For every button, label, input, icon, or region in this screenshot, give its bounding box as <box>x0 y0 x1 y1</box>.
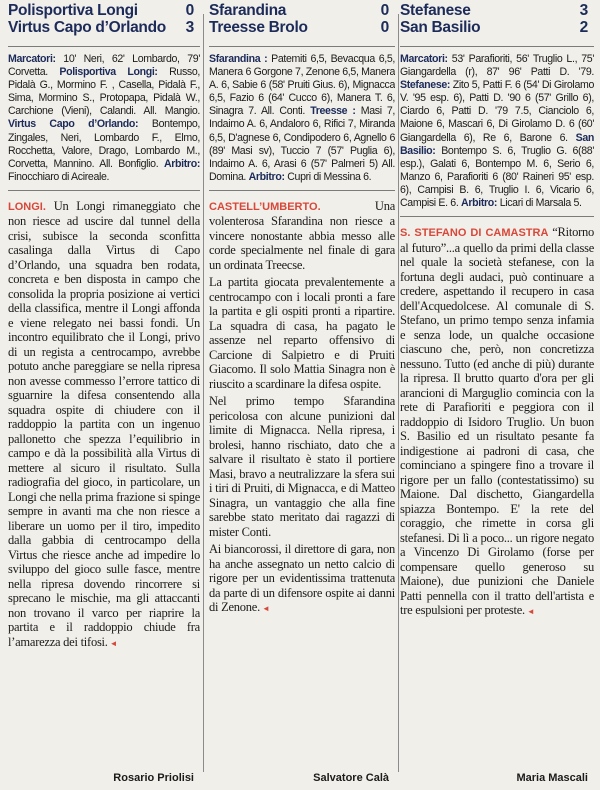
paragraph-2: La partita giocata prevalentemente a centrocampo con i locali pronti a fare la partita e gli ospiti pronti a ripartire. La squadra di casa, ha pagato le assenze nel reparto offensivo di Carcione di Salpietro e di Pruiti Giacomo. Il solo Mattia Sinagra non è riuscito a scardinare la difesa ospite. <box>209 275 395 391</box>
marcatori-label: Marcatori: <box>8 53 56 65</box>
match-article-longi <box>8 0 200 790</box>
article-body <box>400 225 594 620</box>
away-lineup: Masi 7, Indaimo A. 6, Andaloro 6, Rifici 7, Miranda 6,5, D'agnese 6, Condipodero 6, Agnello 6 (89' Masi sv), Tuccio 7 (57' Puglia 6), Indaimo A. 6, Arasi 6 (57' Palmeri 5) All. Domina. <box>209 105 395 183</box>
end-mark-icon: ◄ <box>261 604 270 614</box>
scoreboard <box>400 0 594 46</box>
marcatori-text: 53' Parafioriti, 56' Truglio L., 75' Giangardella (r), 87' 96' Patti D. '79. <box>400 53 594 79</box>
score-row-home <box>209 2 395 19</box>
home-score: 3 <box>579 2 588 19</box>
away-lineup-label: Virtus Capo d’Orlando: <box>8 118 139 131</box>
match-facts <box>400 46 594 210</box>
author: Maria Mascali <box>516 772 588 784</box>
scoreboard <box>8 0 200 46</box>
scoreboard <box>209 0 395 46</box>
arbitro-label: Arbitro: <box>461 197 498 210</box>
end-mark-icon: ◄ <box>109 638 118 648</box>
column-divider-1 <box>203 14 204 772</box>
marcatori-text: 10' Neri, 62' Lombardo, 79' Corvetta. <box>8 53 200 79</box>
end-mark-icon: ◄ <box>526 607 535 617</box>
away-score: 0 <box>380 19 389 36</box>
section-divider <box>209 190 395 191</box>
away-team: Treesse Brolo <box>209 19 308 36</box>
section-divider <box>400 216 594 217</box>
home-team: Stefanese <box>400 2 471 19</box>
marcatori-label: Marcatori: <box>400 53 448 65</box>
away-score: 3 <box>185 19 194 36</box>
article-body <box>209 199 395 617</box>
away-lineup-label: Treesse : <box>310 105 356 118</box>
author: Salvatore Calà <box>313 772 389 784</box>
arbitro-text: Licari di Marsala 5. <box>499 197 582 210</box>
away-lineup: Bontempo S. 6, Truglio G. 6(88' esp.), Galati 6, Bontempo M. 6, Serio 6, Manzo 6, Parafioriti 6 (80' Raineri 95' esp. 6), Campisi B. 6, Truglio I. 6, Vicario 6, Campisi E. 6. <box>400 144 594 210</box>
arbitro-text: Cupri di Messina 6. <box>287 170 372 183</box>
home-score: 0 <box>380 2 389 19</box>
match-article-sfarandina <box>209 0 395 790</box>
home-lineup: Patemiti 6,5, Bevacqua 6,5, Manera 6 Gorgone 7, Zenone 6,5, Manera A. 6, Sabie 6 (58' Pruiti Gius. 6), Mignacca 6,5, Fazio 6 (64' Cucco 6), Manera T. 6, Sinagra 7. All. Conti. <box>209 53 395 118</box>
score-row-home <box>8 2 200 19</box>
match-facts <box>8 46 200 184</box>
dateline: CASTELL’UMBERTO. <box>209 200 321 213</box>
home-lineup-label: Polisportiva Longi: <box>59 66 158 79</box>
dateline: S. STEFANO DI CAMASTRA <box>400 227 549 240</box>
home-lineup: Zito 5, Patti F. 6 (54' Di Girolamo V. '95 esp. 6), Patti D. '90 6 (57' Grillo 6), Ciardo 6, Patti D. '79 7.5, Cianciolo 6, Maione 6, Mascari 6, Di Girolamo D. 6 (60' Giangardella 6), Re 6, Barone 6. <box>400 79 594 144</box>
score-row-away <box>400 19 594 36</box>
article-text: “Ritorno al futuro”...a quello da primi della classe nel quale la società stefanese, con la fortuna degli audaci, può continuare a credere, aspettando il recupero in casa dell'Acquedolcese. Al comunale di S. Stefano, un primo tempo senza infamia e senza lode, un qualche occasione ciascuno che, però, non concretizza nessuno. Tutto (ed anche di più) durante la ripresa. Il brutto quarto d'ora per gli arancioni di Marguglio comincia con la rete di Parafioriti e peggiora con il raddoppio di Isidoro Truglio. Un buon S. Basilio ed un risultato pesante fa indigestione ai padroni di casa, che cominciano a spingere fino a trovare il rigore per un fallo (contestatissimo) su Maione. Dal dischetto, Giangardella spiazza Bontempo. E' la rete del coraggio, che rimette in corsa gli stefanesi. Di lì a poco... un rigore negato a Vincenzo Di Girolamo (forse per compensare quello generoso su Maione), due punizioni che Daniele Patti pennella con il tratto dell'artista e tre espulsioni per proteste. <box>400 225 594 618</box>
home-team: Polisportiva Longi <box>8 2 138 19</box>
section-divider <box>8 190 200 191</box>
score-row-away <box>8 19 200 36</box>
score-row-away <box>209 19 395 36</box>
away-team: San Basilio <box>400 19 481 36</box>
match-article-stefanese <box>400 0 594 790</box>
arbitro-text: Finocchiaro di Acireale. <box>8 170 110 183</box>
away-lineup: Bontempo, Zingales, Neri, Lombardo F., Elmo, Rocchetta, Valore, Drago, Lombardo M., Corvetta, Mannino. All. Bonfiglio. <box>8 118 200 170</box>
arbitro-label: Arbitro: <box>248 170 285 183</box>
article-text: Un Longi rimaneggiato che non riesce ad uscire dal tunnel della crisi, subisce la seconda sconfitta casalinga dalla Virtus di Capo d’Orlando, una squadra ben rodata, concreta e ben disposta in campo che consolida la propria posizione ai vertici della classifica, mentre il Longi affonda e viene relegato nei bassi fondi. Un incontro equilibrato che il Longi, privo di un regista a centrocampo, avrebbe potuto anche pareggiare se nella ripresa non avesse commesso l’errore tattico di sguarnire la difesa consentendo alla squadra ospite di chiudere con il raddoppio la partita con un ingenuo pallonetto che spezza l’equilibrio in campo e dà la possibilità alla Virtus di mettere al sicuro il risultato. Sulla radiografia del gioco, in particolare, un Longi che nella prima frazione si spinge sempre in avanti ma che non riesce a liberare un uomo per il tiro, impedito dalla gabbia di centrocampo della Virtus che riesce anche ad impedire lo sviluppo del gioco sulle fasce, mentre nella ripresa dovendo rincorrere si sprecano le mischie, ma gli attaccanti non trovano il varco per riaprire la partita e il raddoppio chiude fra l’amarezza dei tifosi. <box>8 198 200 649</box>
home-lineup-label: Sfarandina : <box>209 53 268 65</box>
home-lineup-label: Stefanese: <box>400 79 451 92</box>
home-lineup: Russo, Pidalà G., Mormino F. , Casella, Pidalà F., Sima, Mormino S., Protopapa, Pidalà W., Carchione (Vieni), Calandi. All. Mangio. <box>8 66 200 118</box>
match-facts <box>209 46 395 184</box>
home-team: Sfarandina <box>209 2 287 19</box>
away-team: Virtus Capo d’Orlando <box>8 19 166 36</box>
away-score: 2 <box>579 19 588 36</box>
author: Rosario Priolisi <box>113 772 194 784</box>
dateline: LONGI. <box>8 200 46 213</box>
paragraph-3: Nel primo tempo Sfarandina pericolosa con alcune punizioni dal limite di Mignacca. Nella ripresa, i brolesi, hanno rischiato, dato che a salvare il risultato è stato il portiere Masi, bravo a neutralizzare la sfera sui i tiri di Pruiti, di Mignacca, e di Matteo Sinagra, un vantaggio che alla fine sarebbe stato meritato dai ragazzi di mister Conti. <box>209 394 395 539</box>
away-lineup-label: San Basilio: <box>400 131 594 157</box>
paragraph-1: Una volenterosa Sfarandina non riesce a vincere nonostante abbia messo alle corde specialmente nel finale di gara un ordinata Treecse. <box>209 198 395 272</box>
arbitro-label: Arbitro: <box>163 157 200 170</box>
paragraph-4: Ai biancorossi, il direttore di gara, non ha anche assegnato un netto calcio di rigore per un evidentissima trattenuta da parte di un difensore ospite ai danni di Zenone. <box>209 542 395 615</box>
home-score: 0 <box>185 2 194 19</box>
article-body <box>8 199 200 652</box>
score-row-home <box>400 2 594 19</box>
column-divider-2 <box>398 14 399 772</box>
